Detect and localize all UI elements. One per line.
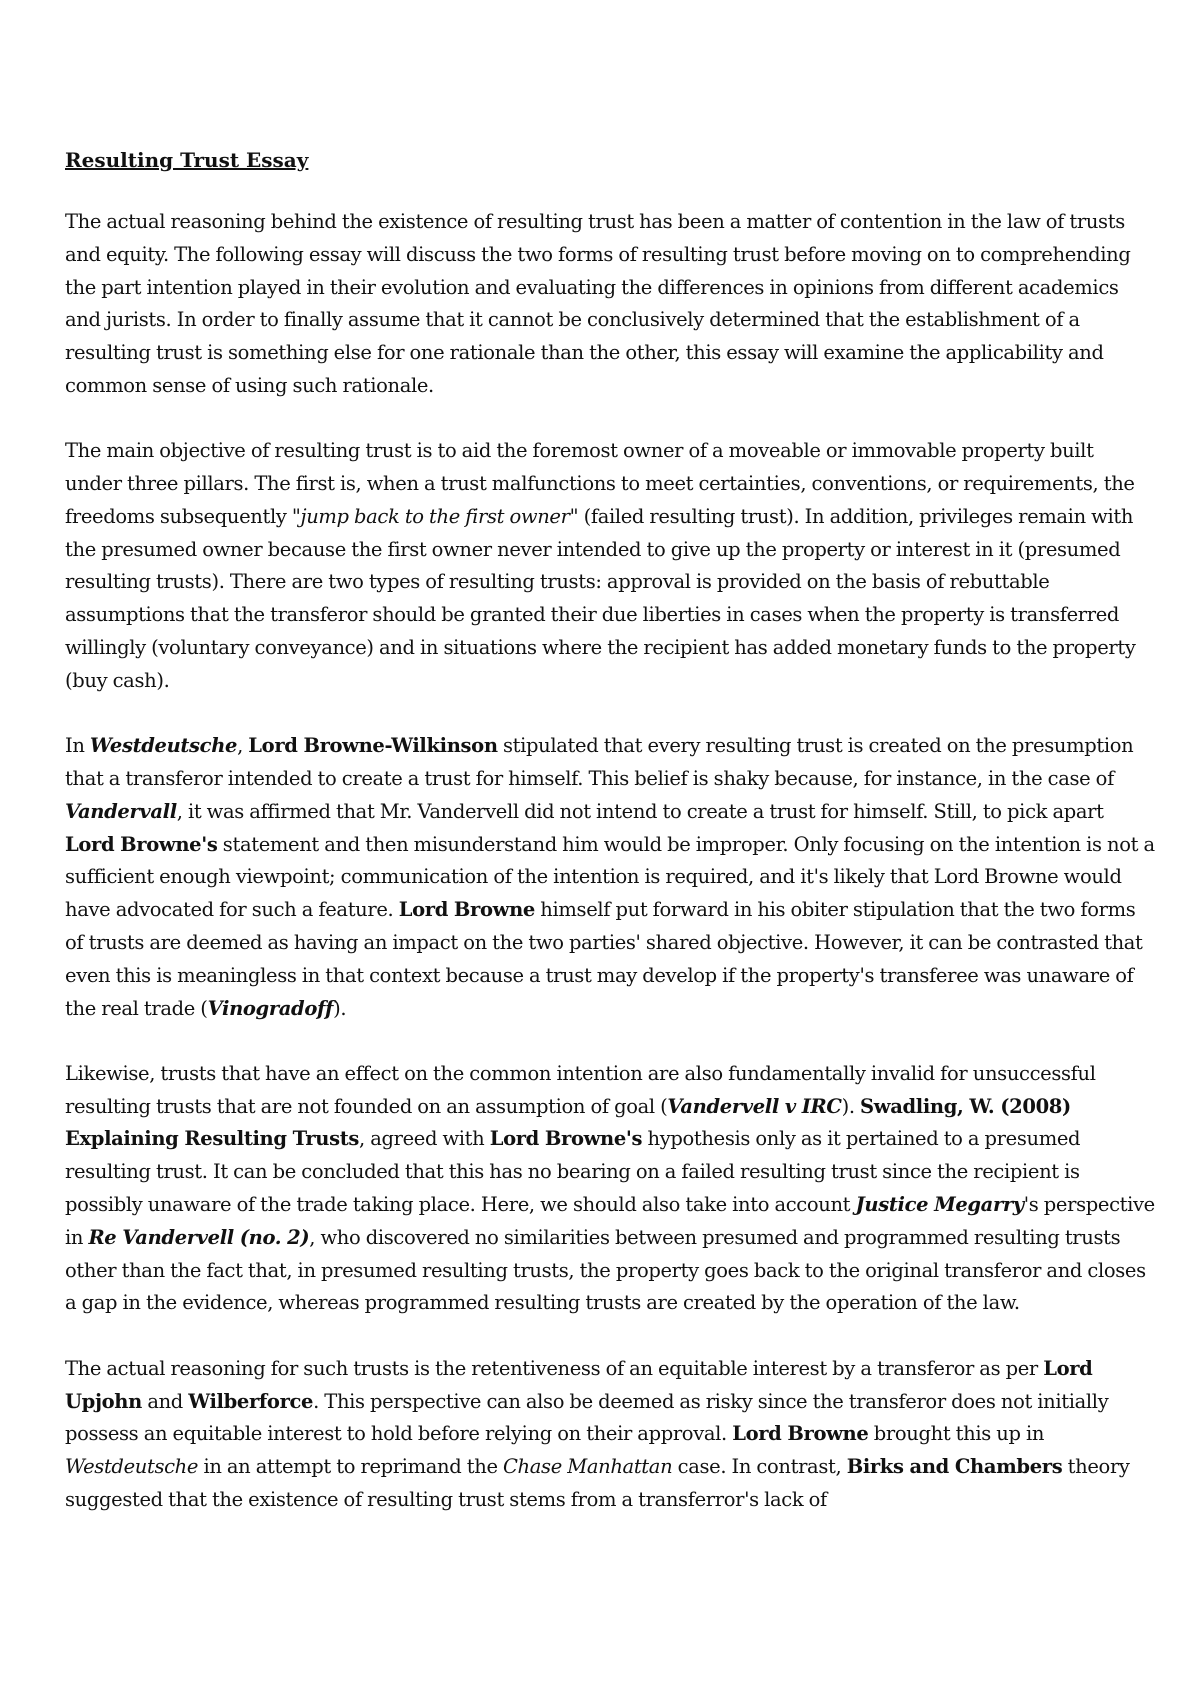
text-run: hypothesis only as it pertained to a presumed resulting trust. It can be concluded that this has no bearing on a failed resulting trust since the recipient is possibly unaware of the trade taking place. Here, we should also take into account <box>65 1127 1081 1217</box>
text-run: ). <box>841 1094 861 1118</box>
italic-run: Chase Manhattan <box>502 1455 673 1479</box>
italic-run: Westdeutsche <box>65 1455 199 1479</box>
text-run: and <box>141 1389 189 1413</box>
emphasis-run: Vandervall <box>65 799 177 823</box>
case-name-run <box>208 997 334 1020</box>
paragraph-1 <box>65 206 1155 403</box>
text-run: statement and then misunderstand him would be improper. Only focusing on the intention is not a sufficient enough viewpoint; communication of the intention is required, and it's likely that Lord Browne would have advocated for such a feature. <box>65 832 1155 922</box>
text-run: (failed resulting trust). In addition, privileges remain with the presumed owner because the first owner never intended to give up the property or interest in it (presumed resulting trusts). There are two types of resulting trusts: approval is provided on the basis of rebuttable assumptions that the transferor should be granted their due liberties in cases when the property is transferred willingly (voluntary conveyance) and in situations where the recipient has added monetary funds to the property (buy cash). <box>65 504 1136 692</box>
text-run: . This perspective can also be deemed as risky since the transferor does not initially possess an equitable interest to hold before relying on their approval. <box>65 1389 1109 1446</box>
text-run: ). <box>333 996 347 1020</box>
text-run: , it was affirmed that Mr. Vandervell did not intend to create a trust for himself. Still, to pick apart <box>176 799 1104 823</box>
emphasis-run: Vinogradoff <box>207 996 334 1020</box>
emphasis-run: Re Vandervell (no. 2) <box>88 1225 310 1249</box>
emphasis-run: Justice Megarry <box>855 1193 1024 1217</box>
text-run: The actual reasoning for such trusts is the retentiveness of an equitable interest by a transferor as per <box>65 1356 1044 1380</box>
text-run: stipulated that every resulting trust is created on the presumption that a transferor intended to create a trust for himself. This belief is shaky because, for instance, in the case of <box>65 734 1134 790</box>
bold-run: Lord Browne-Wilkinson <box>248 734 498 758</box>
case-name-run <box>65 800 177 823</box>
paragraph-5 <box>65 1353 1155 1517</box>
emphasis-run: Westdeutsche <box>89 734 238 758</box>
bold-run: Lord Browne's <box>489 1127 643 1151</box>
bold-run: Lord Browne's <box>65 832 218 856</box>
text-run: case. In contrast, <box>672 1455 847 1479</box>
case-name-run <box>667 1095 841 1118</box>
emphasis-run: Vandervell v IRC <box>667 1094 842 1118</box>
text-run: In <box>65 734 90 758</box>
text-run: The main objective of resulting trust is to aid the foremost owner of a moveable or immovable property built under three pillars. The first is, when a trust malfunctions to meet certainties, conventions, or requirements, the freedoms subsequently <box>65 439 1135 528</box>
bold-run: Swadling, W. (2008) Explaining Resulting Trusts <box>65 1094 1071 1151</box>
text-run: 's perspective in <box>65 1193 1155 1249</box>
bold-run: Lord Browne <box>398 898 535 922</box>
text-run: theory suggested that the existence of resulting trust stems from a transferror's lack of <box>65 1455 1130 1511</box>
text-run: in an attempt to reprimand the <box>198 1455 503 1479</box>
italic-run: "jump back to the first owner" <box>291 504 579 528</box>
paragraph-3 <box>65 730 1155 1025</box>
bold-run: Lord Browne <box>732 1422 869 1446</box>
case-name-run <box>88 1226 309 1249</box>
text-run: brought this up in <box>868 1422 1045 1446</box>
document-body <box>65 144 1155 1549</box>
bold-run: Birks and Chambers <box>846 1455 1063 1479</box>
paragraph-2 <box>65 435 1155 697</box>
bold-run: Wilberforce <box>188 1389 314 1413</box>
document-title: Resulting Trust Essay <box>65 148 309 172</box>
text-run: , <box>237 734 249 758</box>
paragraph-4 <box>65 1058 1155 1320</box>
text-run: , agreed with <box>359 1127 490 1151</box>
text-run: , who discovered no similarities between presumed and programmed resulting trusts other than the fact that, in presumed resulting trusts, the property goes back to the original transferor and closes a gap in the evidence, whereas programmed resulting trusts are created by the operation of the law. <box>65 1225 1146 1315</box>
text-run: himself put forward in his obiter stipulation that the two forms of trusts are deemed as having an impact on the two parties' shared objective. However, it can be contrasted that even this is meaningless in that context because a trust may develop if the property's transferee was unaware of the real trade ( <box>65 898 1143 1020</box>
text-run: The actual reasoning behind the existence of resulting trust has been a matter of contention in the law of trusts and equity. The following essay will discuss the two forms of resulting trust before moving on to comprehending the part intention played in their evolution and evaluating the differences in opinions from different academics and jurists. In order to finally assume that it cannot be conclusively determined that the establishment of a resulting trust is something else for one rationale than the other, this essay will examine the applicability and common sense of using such rationale. <box>65 210 1131 397</box>
bold-run: Lord Upjohn <box>65 1356 1093 1413</box>
case-name-run <box>90 734 237 757</box>
text-run: Likewise, trusts that have an effect on the common intention are also fundamentally invalid for unsuccessful resulting trusts that are not founded on an assumption of goal ( <box>65 1061 1096 1118</box>
case-name-run <box>856 1193 1024 1216</box>
